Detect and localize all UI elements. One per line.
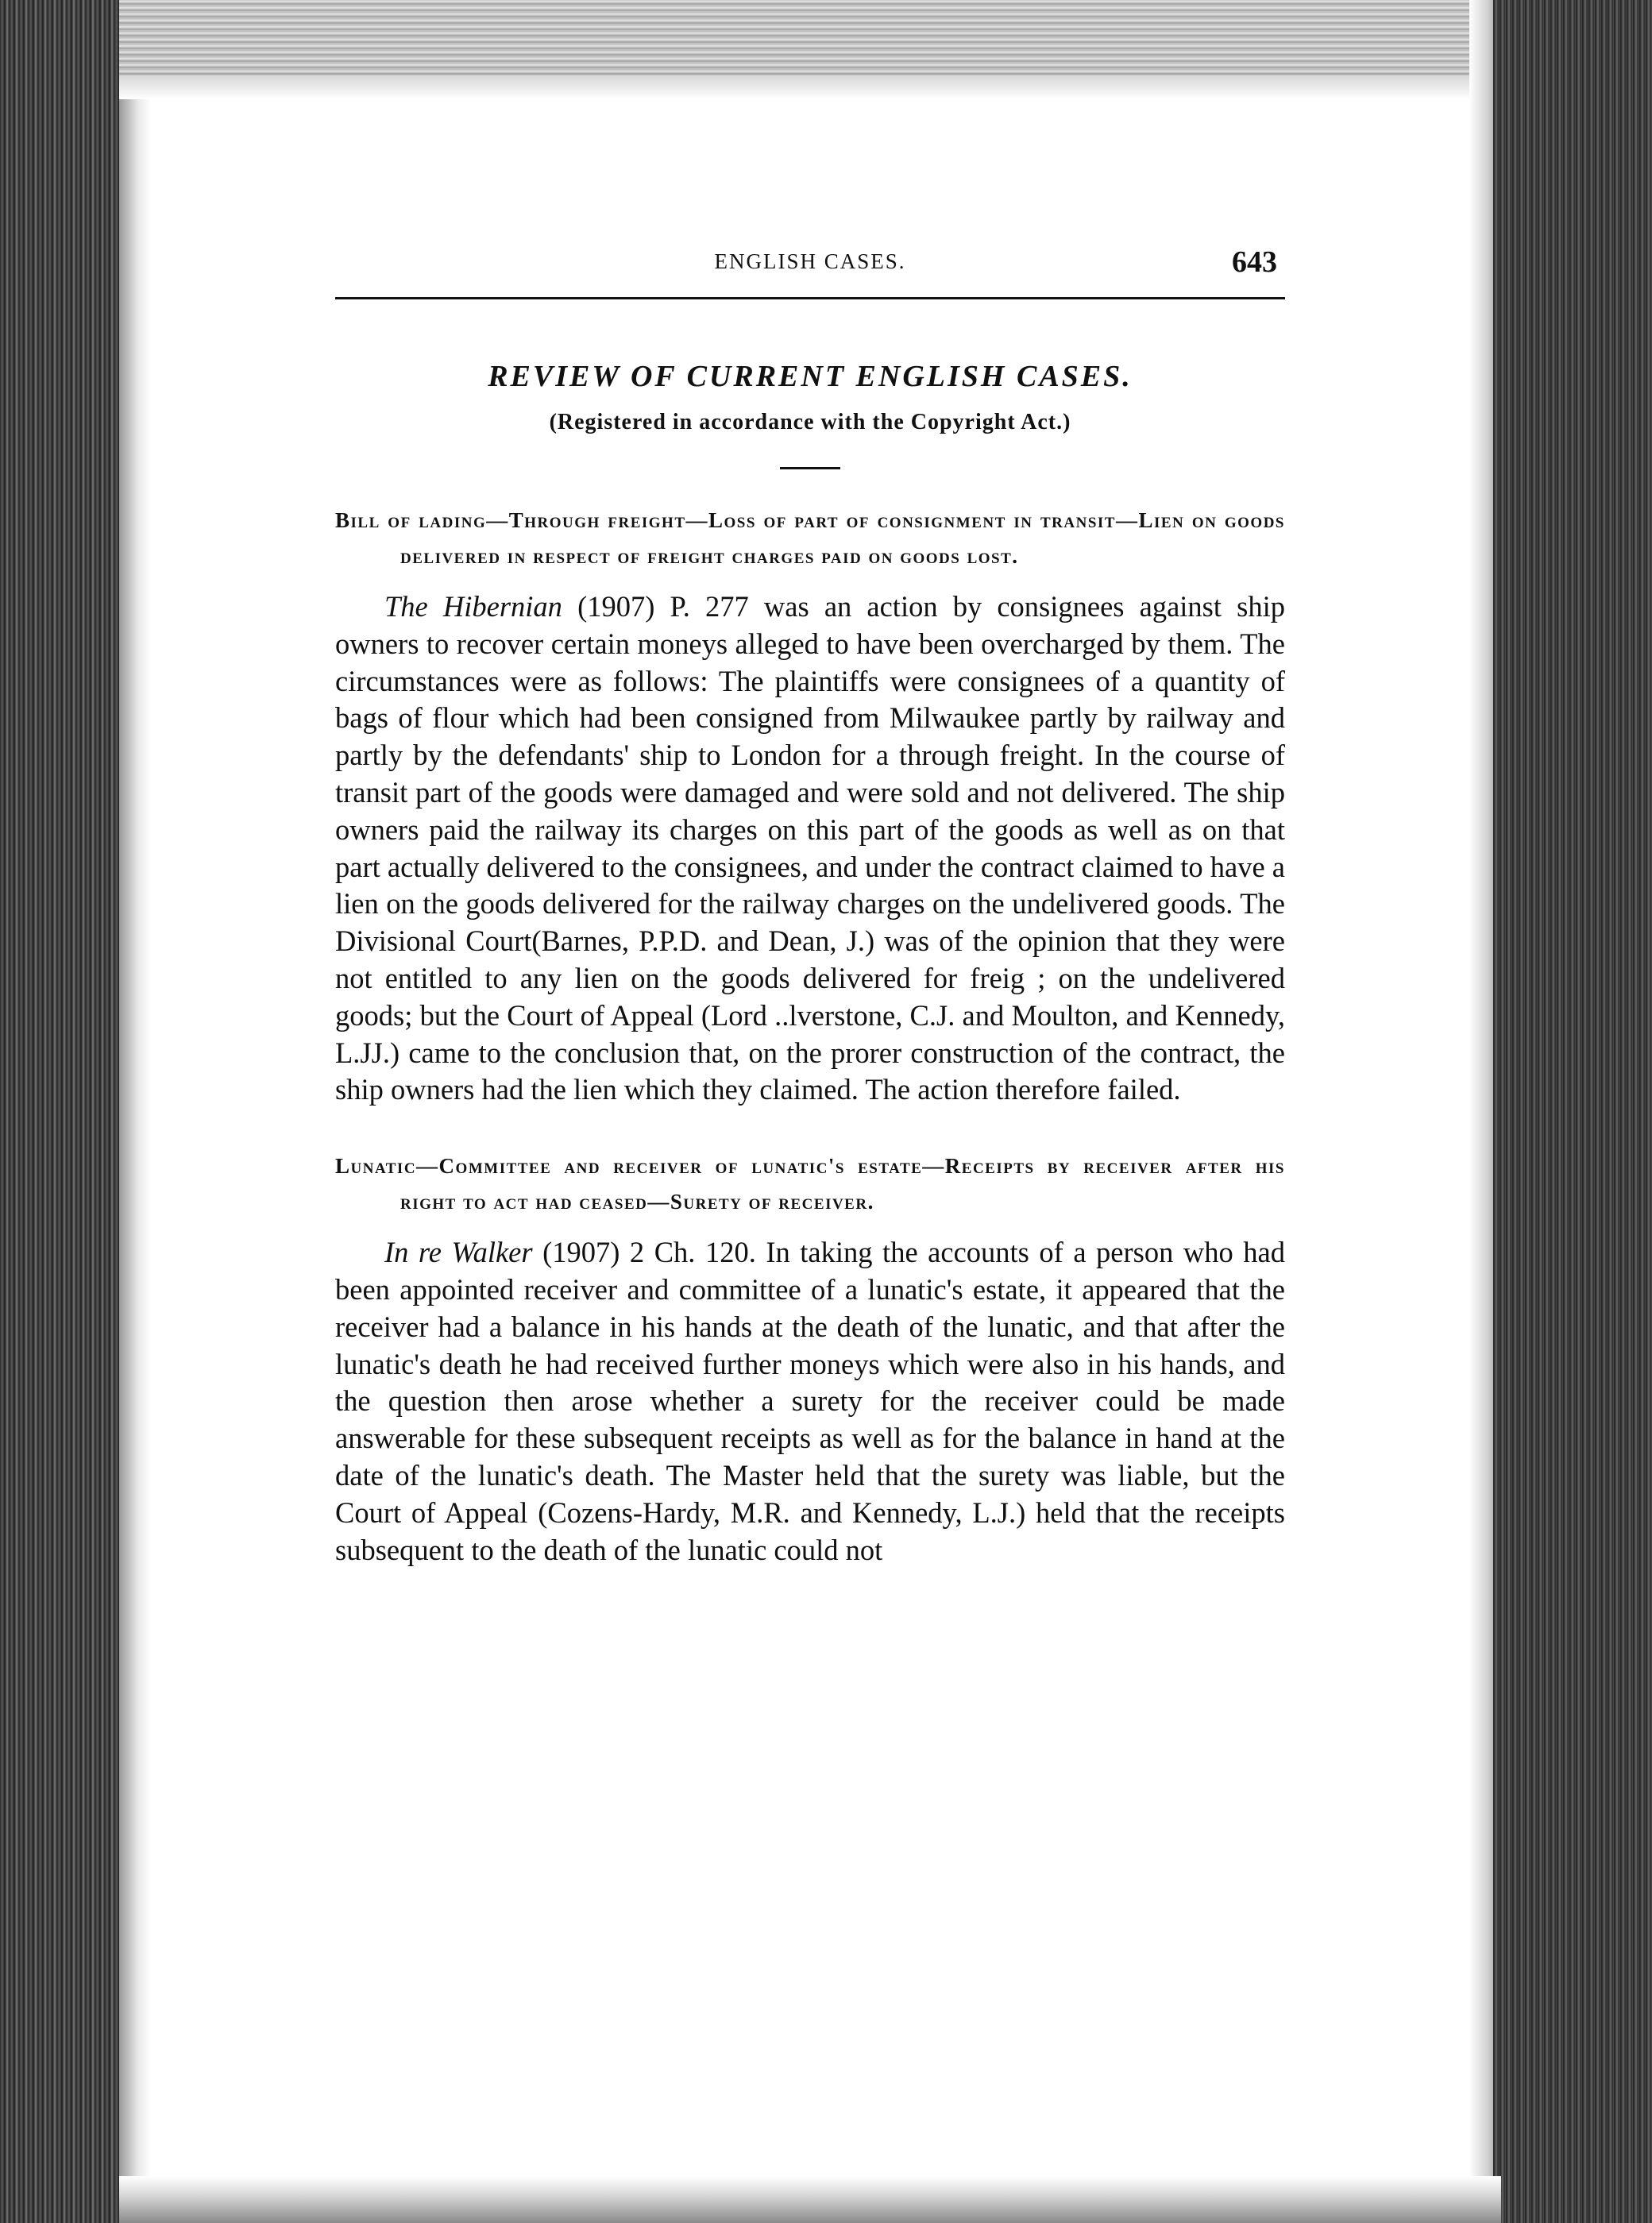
case-heading: Lunatic—Committee and receiver of lunatic's estate—Receipts by receiver after his right to act had ceased—Surety of receiver. (335, 1154, 1285, 1214)
scan-left-shadow (119, 0, 151, 2223)
copyright-notice: (Registered in accordance with the Copyright Act.) (549, 410, 1071, 434)
case-paragraph (335, 1234, 1285, 1569)
scan-top-edge (119, 0, 1525, 75)
running-head (335, 245, 1285, 292)
case-name: The Hibernian (384, 590, 562, 623)
scan-top-shadow (119, 75, 1525, 99)
page-number: 643 (1232, 245, 1277, 279)
case-name: In re Walker (384, 1236, 533, 1269)
case-heading: Bill of lading—Through freight—Loss of part of consignment in transit—Lien on goods delivered in respect of freight charges paid on goods lost. (335, 508, 1285, 568)
section-divider (780, 467, 840, 469)
running-head-title: ENGLISH CASES. (714, 249, 906, 273)
page-content (335, 245, 1285, 1569)
case-body-text: (1907) P. 277 was an action by consignees against ship owners to recover certain moneys alleged to have been overcharged by them. The circumstances were as follows: The plaintiffs were consignees of a quantity of bags of flour which had been consigned from Milwaukee partly by railway and partly by the defendants' ship to London for a through freight. In the course of transit part of the goods were damaged and were sold and not delivered. The ship owners paid the railway its charges on this part of the goods as well as on that part actually delivered to the consignees, and under the contract claimed to have a lien on the goods delivered for the railway charges on the undelivered goods. The Divisional Court(Barnes, P.P.D. and Dean, J.) was of the opinion that they were not entitled to any lien on the goods delivered for freig ; on the undelivered goods; but the Court of Appeal (Lord ..lverstone, C.J. and Moulton, and Kennedy, L.JJ.) came to the conclusion that, on the prorer construction of the contract, the ship owners had the lien which they claimed. The action therefore failed. (335, 590, 1286, 1106)
scan-bottom-edge (119, 2176, 1501, 2223)
case-body-text: (1907) 2 Ch. 120. In taking the accounts of a person who had been appointed receiver and committee of a lunatic's estate, it appeared that the receiver had a balance in his hands at the death of the lunatic, and that after the lunatic's death he had received further moneys which were also in his hands, and the question then arose whether a surety for the receiver could be made answerable for these subsequent receipts as well as for the balance in hand at the date of the lunatic's death. The Master held that the surety was liable, but the Court of Appeal (Cozens-Hardy, M.R. and Kennedy, L.J.) held that the receipts subsequent to the death of the lunatic could not (335, 1236, 1285, 1566)
case-paragraph (335, 589, 1285, 1109)
page-stack-edge (1493, 0, 1652, 2223)
header-rule (335, 297, 1285, 299)
review-title: REVIEW OF CURRENT ENGLISH CASES. (488, 360, 1133, 393)
scan-left-edge (0, 0, 119, 2223)
